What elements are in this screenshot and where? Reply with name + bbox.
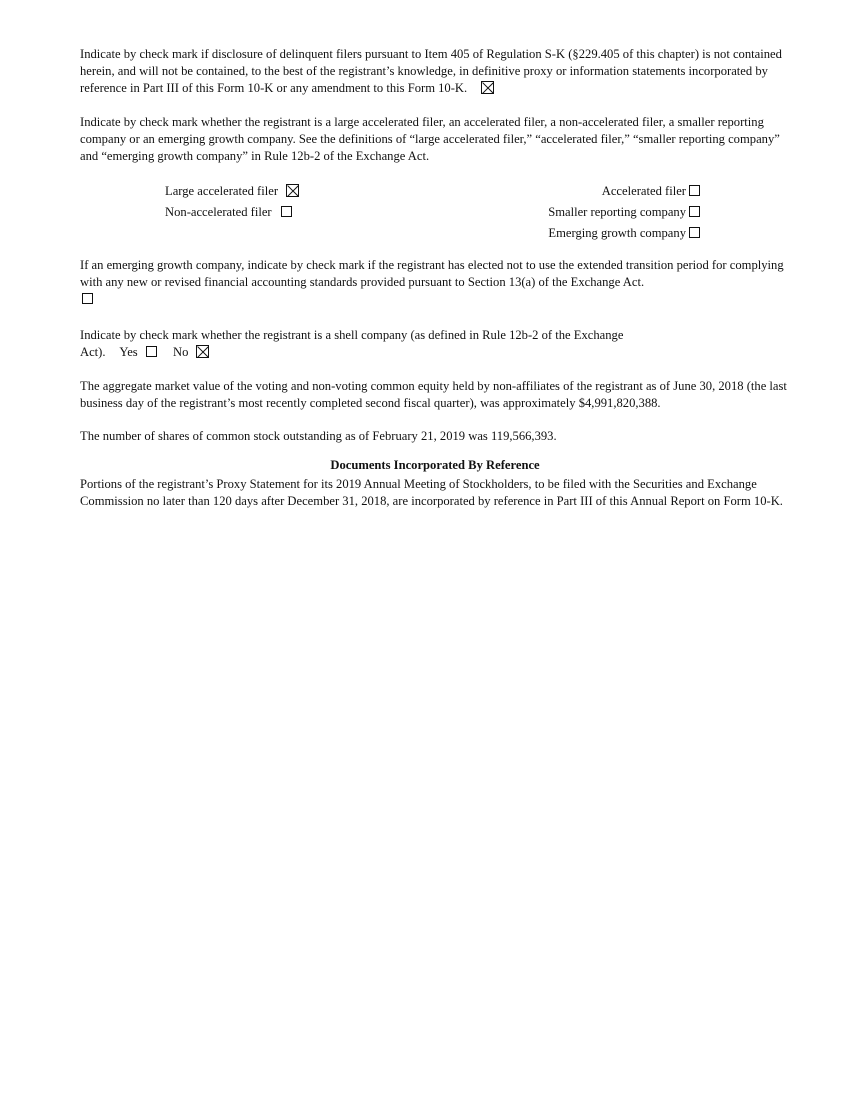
smaller-reporting-company-checkbox[interactable] bbox=[689, 206, 700, 217]
accelerated-filer-label: Accelerated filer bbox=[601, 184, 686, 198]
filer-status-options bbox=[80, 181, 790, 239]
shell-company-text-line1: Indicate by check mark whether the registrant is a shell company (as defined in Rule 12b-2 of the Exchange bbox=[80, 328, 624, 342]
transition-period-text: If an emerging growth company, indicate by check mark if the registrant has elected not to use the extended transition period for complying with any new or revised financial accounting standards provided pursuant to Section 13(a) of the Exchange Act. bbox=[80, 258, 784, 289]
transition-period-checkbox[interactable] bbox=[82, 293, 93, 304]
shell-company-no-label: No bbox=[173, 345, 189, 359]
non-accelerated-filer-checkbox[interactable] bbox=[281, 206, 292, 217]
documents-incorporated-heading: Documents Incorporated By Reference bbox=[330, 458, 540, 472]
large-accelerated-filer-label: Large accelerated filer bbox=[165, 184, 279, 198]
filer-options-left-column bbox=[165, 181, 299, 223]
shell-company-yes-label: Yes bbox=[119, 345, 138, 359]
document-page bbox=[80, 46, 790, 510]
delinquent-filers-text: Indicate by check mark if disclosure of delinquent filers pursuant to Item 405 of Regulation S-K (§229.405 of this chapter) is not contained herein, and will not be contained, to the best of the registrant’s knowledge, in definitive proxy or information statements incorporated by reference in Part III of this Form 10-K or any amendment to this Form 10-K. bbox=[80, 47, 782, 95]
emerging-growth-company-option bbox=[548, 223, 700, 244]
accelerated-filer-checkbox[interactable] bbox=[689, 185, 700, 196]
filer-status-text: Indicate by check mark whether the registrant is a large accelerated filer, an accelerated filer, a non-accelerated filer, a smaller reporting company or an emerging growth company. See the definitions of “large accelerated filer,” “accelerated filer,” “smaller reporting company” and “emerging growth company” in Rule 12b-2 of the Exchange Act. bbox=[80, 115, 780, 163]
documents-incorporated-text: Portions of the registrant’s Proxy Statement for its 2019 Annual Meeting of Stockholders, to be filed with the Securities and Exchange Commission no later than 120 days after December 31, 2018, are incorporated by reference in Part III of this Annual Report on Form 10-K. bbox=[80, 477, 783, 508]
delinquent-filers-checkbox-checked[interactable] bbox=[481, 81, 494, 94]
transition-period-paragraph bbox=[80, 257, 790, 308]
smaller-reporting-company-option bbox=[548, 202, 700, 223]
delinquent-filers-paragraph bbox=[80, 46, 790, 97]
emerging-growth-company-label: Emerging growth company bbox=[548, 226, 686, 240]
shell-company-paragraph bbox=[80, 327, 790, 361]
non-accelerated-filer-label: Non-accelerated filer bbox=[165, 205, 272, 219]
filer-options-right-column bbox=[548, 181, 700, 244]
shell-company-no-checkbox-checked[interactable] bbox=[196, 345, 209, 358]
large-accelerated-filer-checkbox-checked[interactable] bbox=[286, 184, 299, 197]
shell-company-text-line2: Act). bbox=[80, 345, 106, 359]
large-accelerated-filer-option bbox=[165, 181, 299, 202]
accelerated-filer-option bbox=[548, 181, 700, 202]
documents-incorporated-paragraph bbox=[80, 476, 790, 510]
shell-company-yes-checkbox[interactable] bbox=[146, 346, 157, 357]
shares-outstanding-paragraph bbox=[80, 428, 790, 445]
emerging-growth-company-checkbox[interactable] bbox=[689, 227, 700, 238]
shares-outstanding-text: The number of shares of common stock outstanding as of February 21, 2019 was 119,566,393. bbox=[80, 429, 557, 443]
market-value-paragraph bbox=[80, 378, 790, 412]
smaller-reporting-company-label: Smaller reporting company bbox=[548, 205, 686, 219]
filer-status-paragraph bbox=[80, 114, 790, 165]
market-value-text: The aggregate market value of the voting and non-voting common equity held by non-affiliates of the registrant as of June 30, 2018 (the last business day of the registrant’s most recently completed second fiscal quarter), was approximately $4,991,820,388. bbox=[80, 379, 787, 410]
non-accelerated-filer-option bbox=[165, 202, 299, 223]
